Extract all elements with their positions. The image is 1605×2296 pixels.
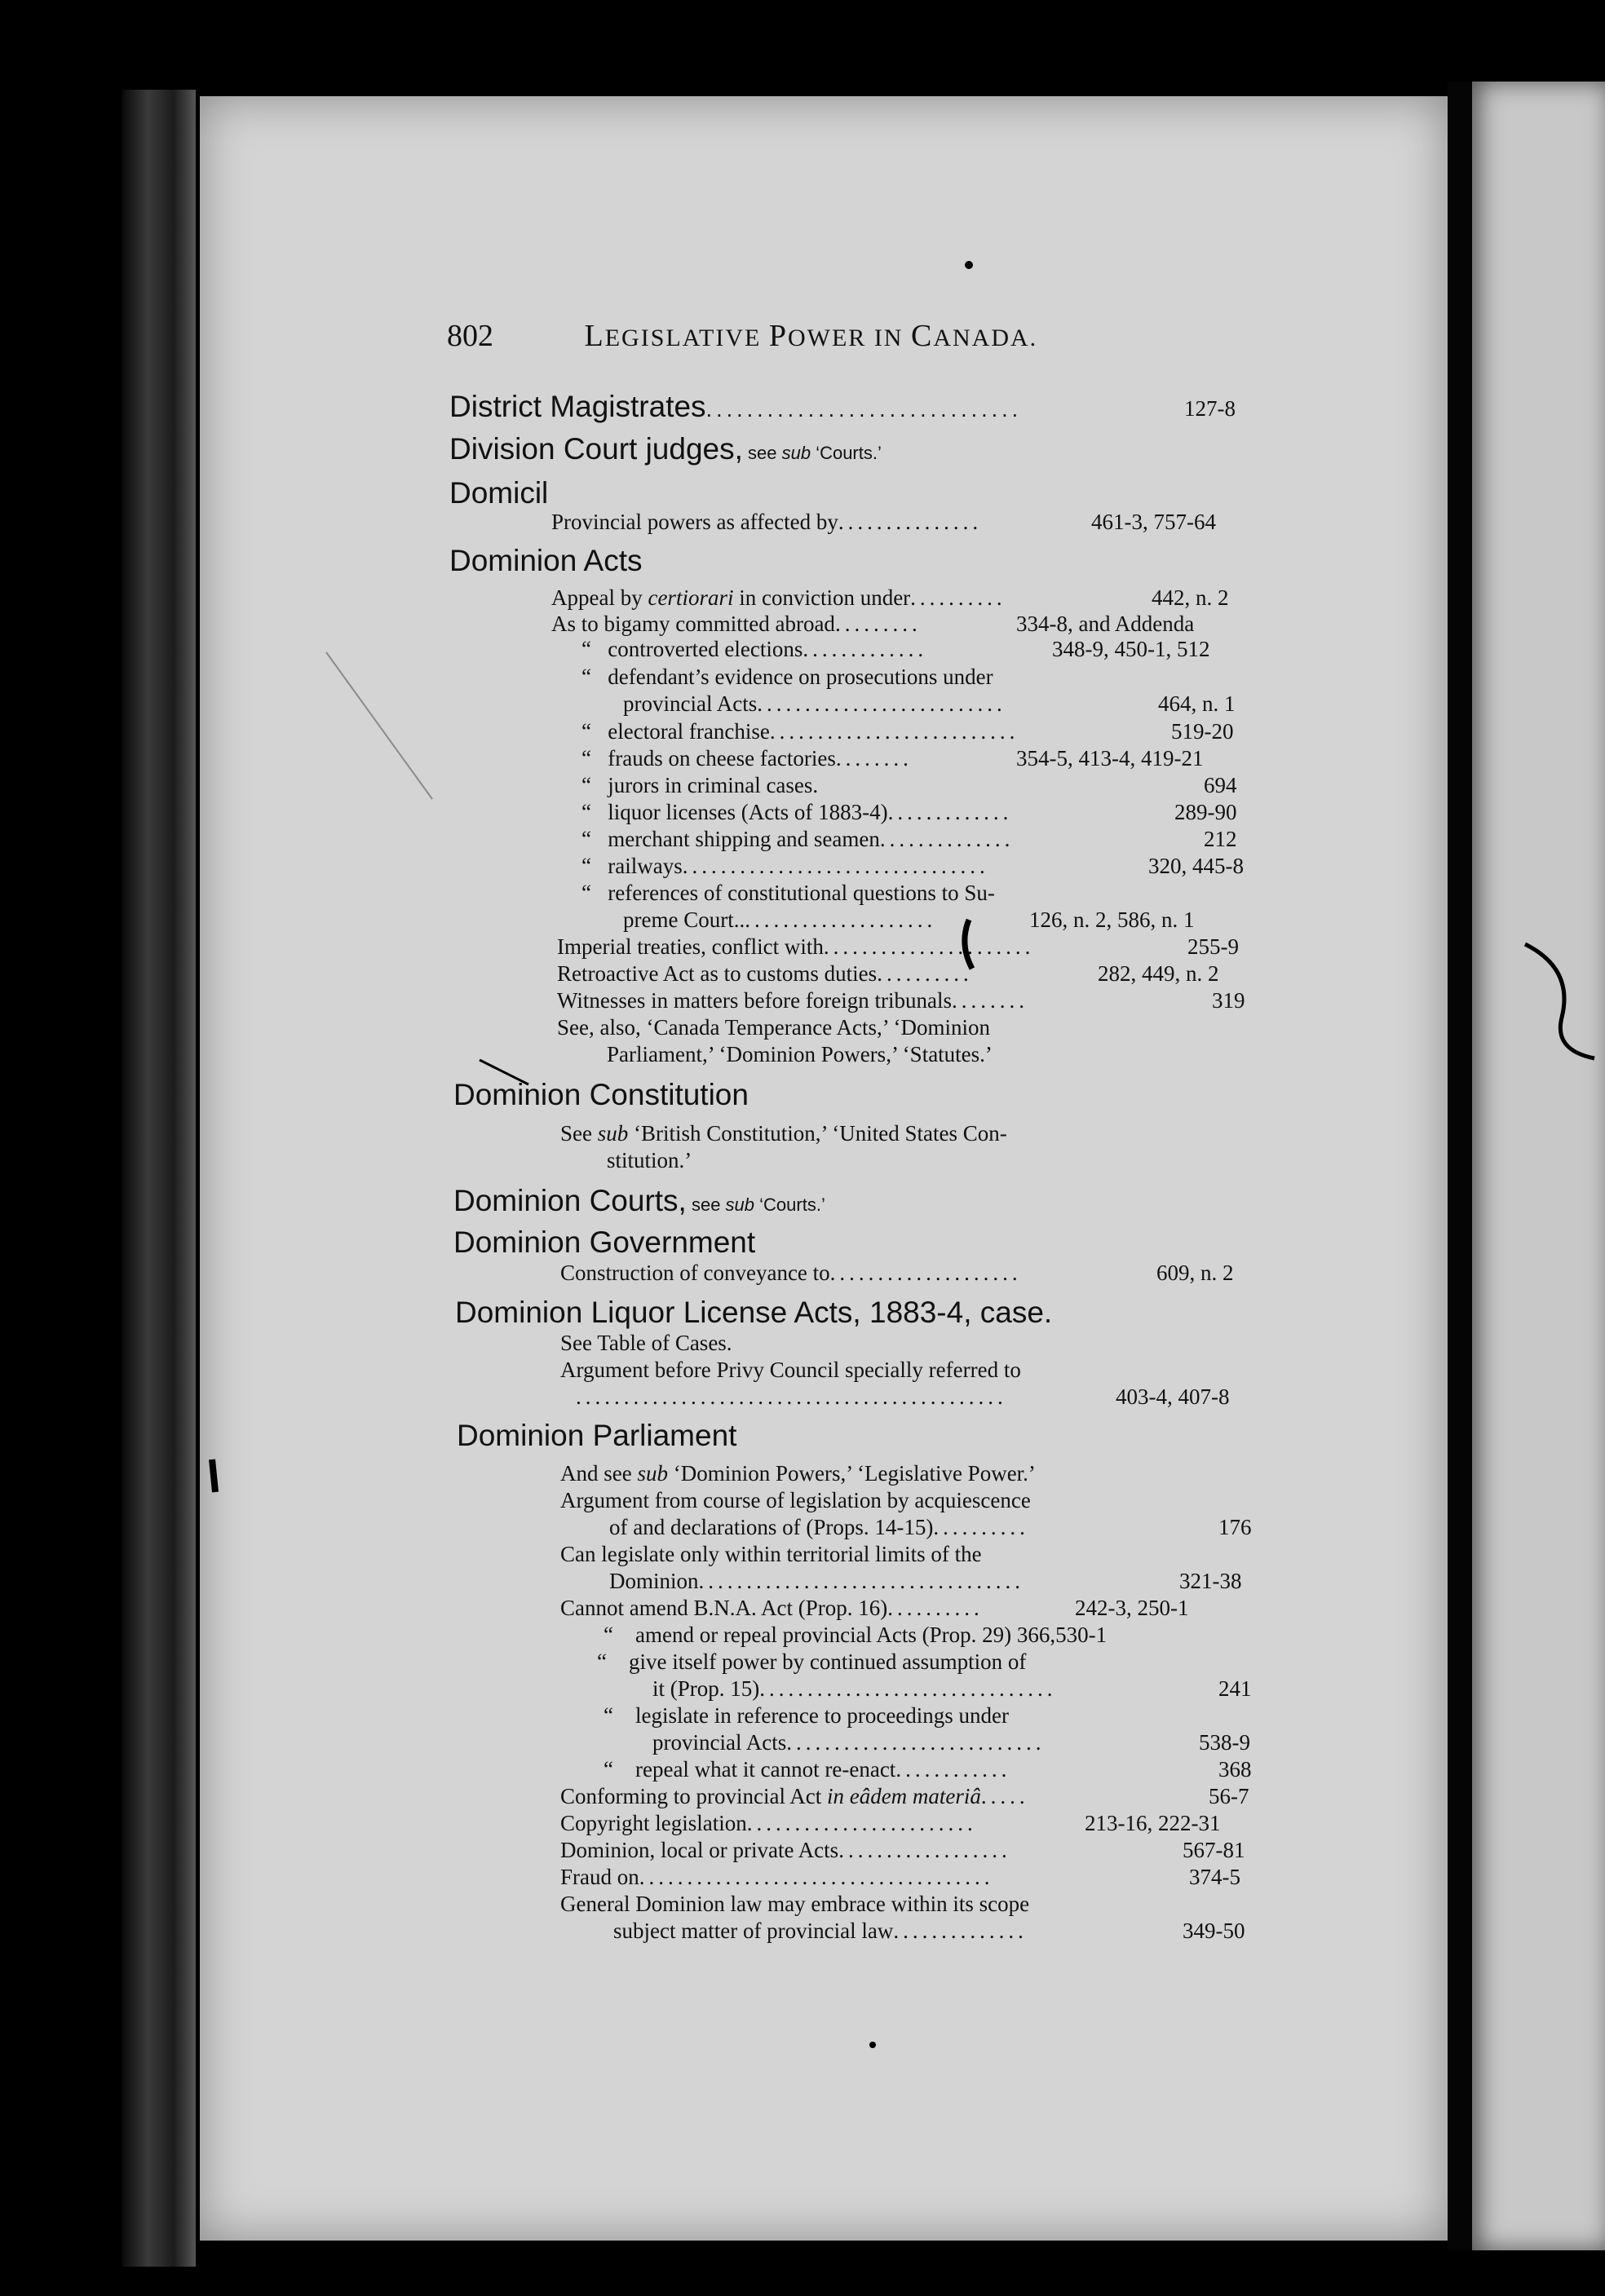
page-reference: 213-16, 222-31 [1085,1811,1221,1835]
entry-heading: District Magistrates............................... [449,390,1023,423]
entry-line: Witnesses in matters before foreign tribunals........ [557,988,1029,1013]
entry-heading: Dominion Government [453,1225,756,1259]
entry-heading: Dominion Acts [449,544,643,577]
page-reference: 320, 445-8 [1148,854,1244,878]
entry-line: it (Prop. 15)............................... [652,1676,1057,1701]
entry-line: of and declarations of (Props. 14-15).......... [609,1515,1029,1539]
entry-line: Fraud on..................................... [560,1865,994,1889]
entry-line: Imperial treaties, conflict with...................... [557,934,1035,959]
entry-heading: Dominion Parliament [457,1419,737,1452]
entry-line: “ references of constitutional questions to Su- [581,881,995,905]
page-reference: 334-8, and Addenda [1016,612,1195,636]
entry-line: “ amend or repeal provincial Acts (Prop. 29) 366,530-1 [604,1623,1108,1647]
page-reference: 176 [1218,1515,1252,1539]
entry-line: “ jurors in criminal cases. [581,773,819,797]
entry-line: Copyright legislation........................ [560,1811,977,1835]
page-reference: 442, n. 2 [1152,585,1229,610]
page-reference: 126, n. 2, 586, n. 1 [1029,907,1195,932]
page-reference: 255-9 [1187,934,1239,959]
page-reference: 56-7 [1209,1784,1249,1808]
page-reference: 538-9 [1199,1730,1250,1755]
entry-line: And see sub ‘Dominion Powers,’ ‘Legislative Power.’ [560,1461,1036,1486]
entry-line: ............................................. [576,1384,1007,1409]
entry-line: Appeal by certiorari in conviction under.......... [551,585,1006,610]
entry-line: General Dominion law may embrace within its scope [560,1892,1030,1916]
entry-line: See, also, ‘Canada Temperance Acts,’ ‘Dominion [557,1015,990,1040]
page-number: 802 [447,319,493,353]
entry-line: Parliament,’ ‘Dominion Powers,’ ‘Statutes.’ [607,1042,993,1066]
page-reference: 127-8 [1184,396,1236,421]
page-reference: 464, n. 1 [1158,691,1236,716]
page-reference: 282, 449, n. 2 [1098,961,1219,986]
entry-heading: Domicil [449,476,549,510]
entry-heading: Dominion Constitution [453,1078,749,1111]
page-reference: 241 [1218,1676,1252,1701]
entry-line: Argument from course of legislation by acquiescence [560,1488,1031,1512]
page-reference: 368 [1218,1757,1252,1782]
book-page-edges [122,90,196,2267]
scan-marks [196,0,1605,2296]
entry-heading: Dominion Liquor License Acts, 1883-4, case. [455,1296,1053,1329]
entry-heading: Division Court judges, see sub ‘Courts.’ [449,432,882,466]
entry-line: provincial Acts........................... [652,1730,1046,1755]
entry-line: subject matter of provincial law.............. [613,1918,1028,1943]
entry-heading: Dominion Courts, see sub ‘Courts.’ [453,1184,825,1217]
page-reference: 349-50 [1183,1918,1245,1943]
entry-line: “ electoral franchise.......................... [581,719,1019,744]
page-reference: 289-90 [1174,800,1237,824]
entry-line: stitution.’ [607,1148,692,1172]
page-reference: 374-5 [1189,1865,1240,1889]
entry-line: provincial Acts.......................... [623,691,1006,716]
entry-line: Dominion, local or private Acts.................. [560,1838,1011,1862]
page-reference: 212 [1204,827,1237,851]
entry-line: Retroactive Act as to customs duties.......... [557,961,973,986]
page-reference: 567-81 [1183,1838,1245,1862]
entry-line: Construction of conveyance to.................... [560,1261,1022,1285]
running-title: LEGISLATIVE POWER IN CANADA. [584,319,1038,353]
entry-line: “ railways................................ [581,854,989,878]
page-reference: 519-20 [1171,719,1234,744]
entry-line: “ repeal what it cannot re-enact............ [604,1757,1011,1782]
page-reference: 319 [1212,988,1245,1013]
entry-line: Cannot amend B.N.A. Act (Prop. 16).......... [560,1596,984,1620]
page-reference: 609, n. 2 [1156,1261,1234,1285]
entry-line: “ merchant shipping and seamen.............. [581,827,1015,851]
entry-line: See Table of Cases. [560,1331,732,1355]
page-reference: 694 [1204,773,1237,797]
entry-line: “ frauds on cheese factories........ [581,746,913,770]
entry-line: Argument before Privy Council specially referred to [560,1358,1021,1382]
entry-line: As to bigamy committed abroad......... [551,612,922,636]
page-reference: 461-3, 757-64 [1091,510,1216,534]
entry-line: “ give itself power by continued assumption of [597,1649,1027,1674]
page-reference: 321-38 [1179,1569,1242,1593]
page-reference: 403-4, 407-8 [1116,1384,1230,1409]
entry-line: Conforming to provincial Act in eâdem materiâ..... [560,1784,1029,1808]
entry-line: “ liquor licenses (Acts of 1883-4)............. [581,800,1013,824]
entry-line: Can legislate only within territorial limits of the [560,1542,982,1566]
entry-line: “ defendant’s evidence on prosecutions under [581,665,993,689]
entry-line: Provincial powers as affected by............... [551,510,983,534]
entry-line: preme Court...................... [623,907,937,932]
entry-line: “ legislate in reference to proceedings under [604,1703,1010,1728]
page-reference: 354-5, 413-4, 419-21 [1016,746,1204,770]
entry-line: “ controverted elections............. [581,637,928,661]
entry-line: See sub ‘British Constitution,’ ‘United States Con- [560,1121,1007,1146]
entry-line: Dominion.................................. [609,1569,1025,1593]
page-reference: 348-9, 450-1, 512 [1052,637,1210,661]
page-reference: 242-3, 250-1 [1075,1596,1189,1620]
